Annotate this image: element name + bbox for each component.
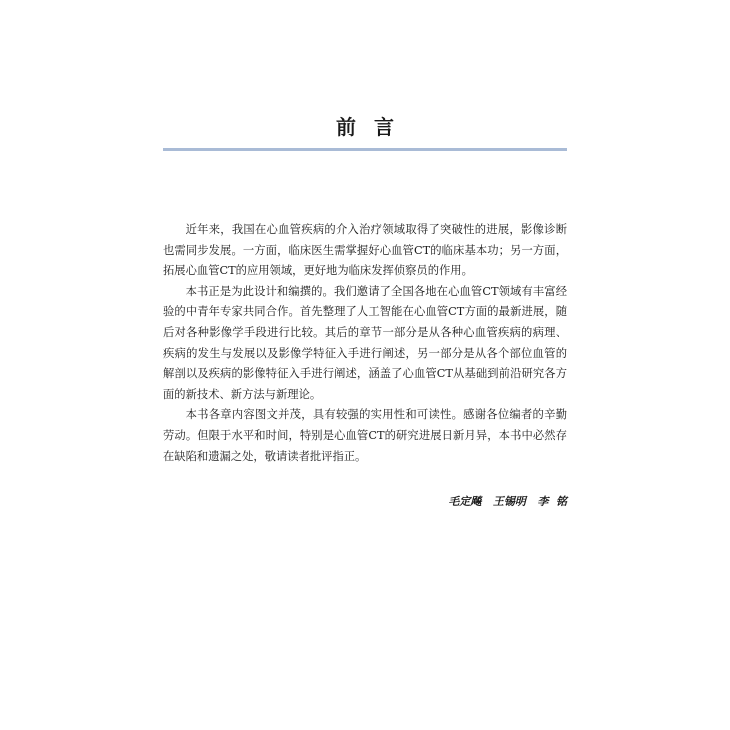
paragraph-2: 本书正是为此设计和编撰的。我们邀请了全国各地在心血管CT领域有丰富经验的中青年专家共同合作。首先整理了人工智能在心血管CT方面的最新进展，随后对各种影像学手段进行比较。其后的章节一部分是从各种心血管疾病的病理、疾病的发生与发展以及影像学特征入手进行阐述，另一部分是从各个部位血管的解剖以及疾病的影像特征入手进行阐述，涵盖了心血管CT从基础到前沿研究各方面的新技术、新方法与新理论。	[163, 284, 567, 401]
paragraph-1: 近年来，我国在心血管疾病的介入治疗领域取得了突破性的进展，影像诊断也需同步发展。一方面，临床医生需掌握好心血管CT的临床基本功；另一方面，拓展心血管CT的应用领域，更好地为临床发挥侦察员的作用。	[163, 223, 567, 278]
title-divider	[163, 148, 567, 151]
page-title: 前言	[336, 115, 412, 139]
author-signature: 毛定飚 王锡明 李 铭	[448, 495, 567, 508]
preface-body	[163, 220, 567, 467]
paragraph-3: 本书各章内容图文并茂，具有较强的实用性和可读性。感谢各位编者的辛勤劳动。但限于水平和时间，特别是心血管CT的研究进展日新月异，本书中必然存在缺陷和遗漏之处，敬请读者批评指正。	[163, 408, 567, 463]
